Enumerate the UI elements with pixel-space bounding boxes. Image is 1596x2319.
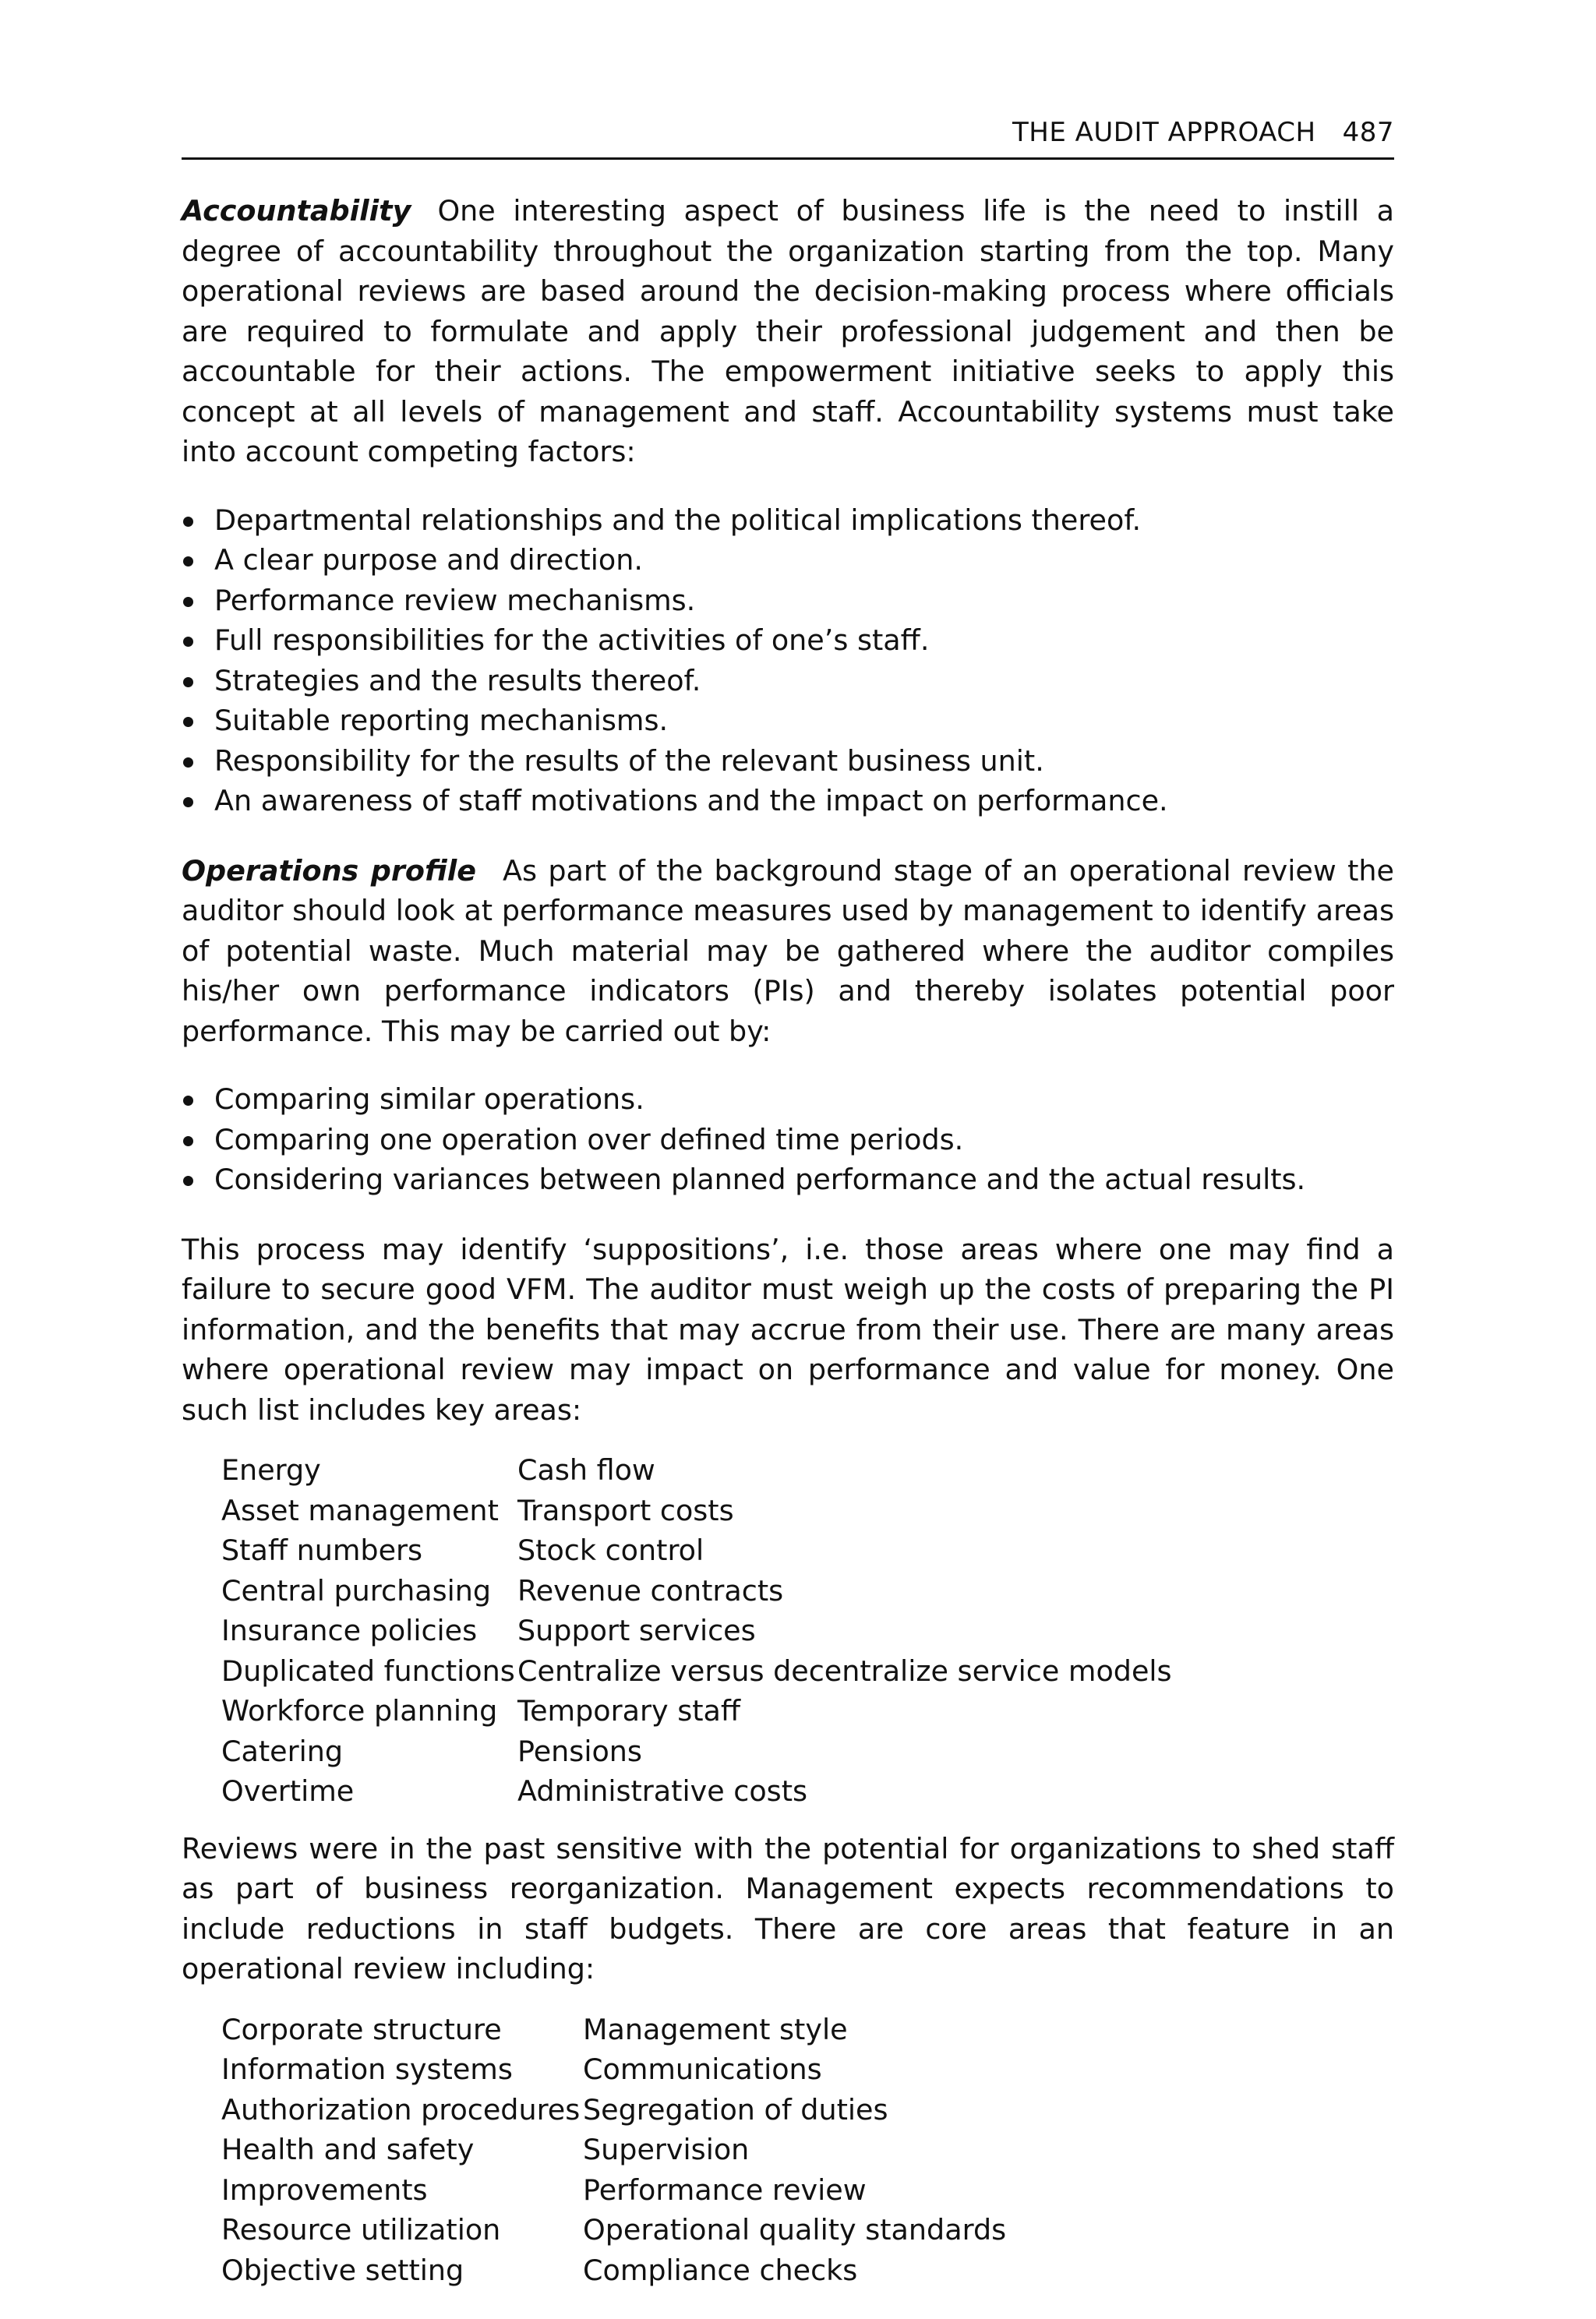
table-cell: Duplicated functions <box>221 1654 515 1688</box>
bullet-icon <box>183 677 193 687</box>
list-item: Full responsibilities for the activities of one’s staff. <box>182 620 1394 661</box>
running-header <box>182 117 1394 160</box>
list-item: Performance review mechanisms. <box>182 581 1394 621</box>
table-cell: Cash flow <box>517 1453 655 1487</box>
core-areas-table <box>221 2010 1394 2291</box>
table-cell: Support services <box>517 1614 756 1647</box>
accountability-heading: Accountability <box>182 194 411 228</box>
table-cell: Supervision <box>583 2133 750 2166</box>
table-cell: Energy <box>221 1453 321 1487</box>
table-cell: Administrative costs <box>517 1774 808 1808</box>
accountability-paragraph <box>182 191 1394 472</box>
bullet-icon <box>183 757 193 768</box>
table-cell: Operational quality standards <box>583 2213 1007 2247</box>
table-cell: Asset management <box>221 1493 499 1527</box>
accountability-bullet-list <box>182 500 1394 821</box>
table-cell: Resource utilization <box>221 2213 501 2247</box>
table-cell: Objective setting <box>221 2253 464 2287</box>
table-cell: Centralize versus decentralize service models <box>517 1654 1172 1688</box>
table-cell: Segregation of duties <box>583 2092 888 2127</box>
bullet-icon <box>183 1136 193 1146</box>
table-cell: Overtime <box>221 1774 355 1808</box>
bullet-icon <box>183 797 193 807</box>
table-cell: Corporate structure <box>221 2012 502 2046</box>
running-title: THE AUDIT APPROACH <box>1012 117 1316 148</box>
table-cell: Workforce planning <box>221 1694 498 1728</box>
table-cell: Catering <box>221 1734 344 1768</box>
list-item: Considering variances between planned performance and the actual results. <box>182 1160 1394 1200</box>
operations-profile-heading: Operations profile <box>182 853 476 888</box>
operations-profile-text: As part of the background stage of an operational review the auditor should look at performance measures used by management to identify areas of potential waste. Much material may be gathered where the auditor compiles his/her own performance indicators (PIs) and thereby isolates potential poor performance. This may be carried out by: <box>182 853 1394 1048</box>
table-cell: Stock control <box>517 1534 704 1567</box>
list-item: Strategies and the results thereof. <box>182 661 1394 701</box>
list-item: Suitable reporting mechanisms. <box>182 701 1394 741</box>
table-cell: Health and safety <box>221 2133 475 2166</box>
table-cell: Improvements <box>221 2173 428 2207</box>
list-item: A clear purpose and direction. <box>182 540 1394 581</box>
bullet-icon <box>183 517 193 527</box>
table-cell: Temporary staff <box>517 1694 741 1728</box>
reviews-paragraph: Reviews were in the past sensitive with the potential for organizations to shed staff as part of business reorganization. Management expects recommendations to include reductions in staff budgets. There are core areas that feature in an operational review including: <box>182 1831 1394 1985</box>
bullet-icon <box>183 556 193 567</box>
bullet-icon <box>183 1096 193 1106</box>
list-item: Departmental relationships and the political implications thereof. <box>182 500 1394 541</box>
table-cell: Authorization procedures <box>221 2092 581 2127</box>
accountability-text: One interesting aspect of business life is the need to instill a degree of accountability throughout the organization starting from the top. Many operational reviews are based around the decision-making process where officials are required to formulate and apply their professional judgement and then be accountable for their actions. The empowerment initiative seeks to apply this concept at all levels of management and staff. Accountability systems must take into account competing factors: <box>182 194 1394 468</box>
table-cell: Performance review <box>583 2173 867 2207</box>
operations-profile-paragraph <box>182 851 1394 1052</box>
table-cell: Compliance checks <box>583 2253 858 2287</box>
list-item: Responsibility for the results of the relevant business unit. <box>182 741 1394 782</box>
table-cell: Management style <box>583 2012 848 2046</box>
table-cell: Central purchasing <box>221 1573 492 1608</box>
table-cell: Information systems <box>221 2053 513 2086</box>
table-cell: Transport costs <box>517 1493 734 1527</box>
list-item: Comparing one operation over defined time periods. <box>182 1120 1394 1160</box>
bullet-icon <box>183 1176 193 1186</box>
table-cell: Revenue contracts <box>517 1573 784 1608</box>
list-item: An awareness of staff motivations and the impact on performance. <box>182 781 1394 821</box>
suppositions-paragraph: This process may identify ‘suppositions’, i.e. those areas where one may find a failure to secure good VFM. The auditor must weigh up the costs of preparing the PI information, and the benefits that may accrue from their use. There are many areas where operational review may impact on performance and value for money. One such list includes key areas: <box>182 1232 1394 1427</box>
table-cell: Communications <box>583 2053 822 2086</box>
page-number: 487 <box>1342 117 1394 148</box>
page <box>182 117 1394 2290</box>
table-cell: Staff numbers <box>221 1534 423 1567</box>
operations-bullet-list <box>182 1079 1394 1200</box>
bullet-icon <box>183 637 193 647</box>
table-cell: Pensions <box>517 1734 642 1768</box>
table-cell: Insurance policies <box>221 1614 478 1647</box>
list-item: Comparing similar operations. <box>182 1079 1394 1120</box>
key-areas-table <box>221 1450 1394 1812</box>
bullet-icon <box>183 717 193 727</box>
bullet-icon <box>183 597 193 607</box>
